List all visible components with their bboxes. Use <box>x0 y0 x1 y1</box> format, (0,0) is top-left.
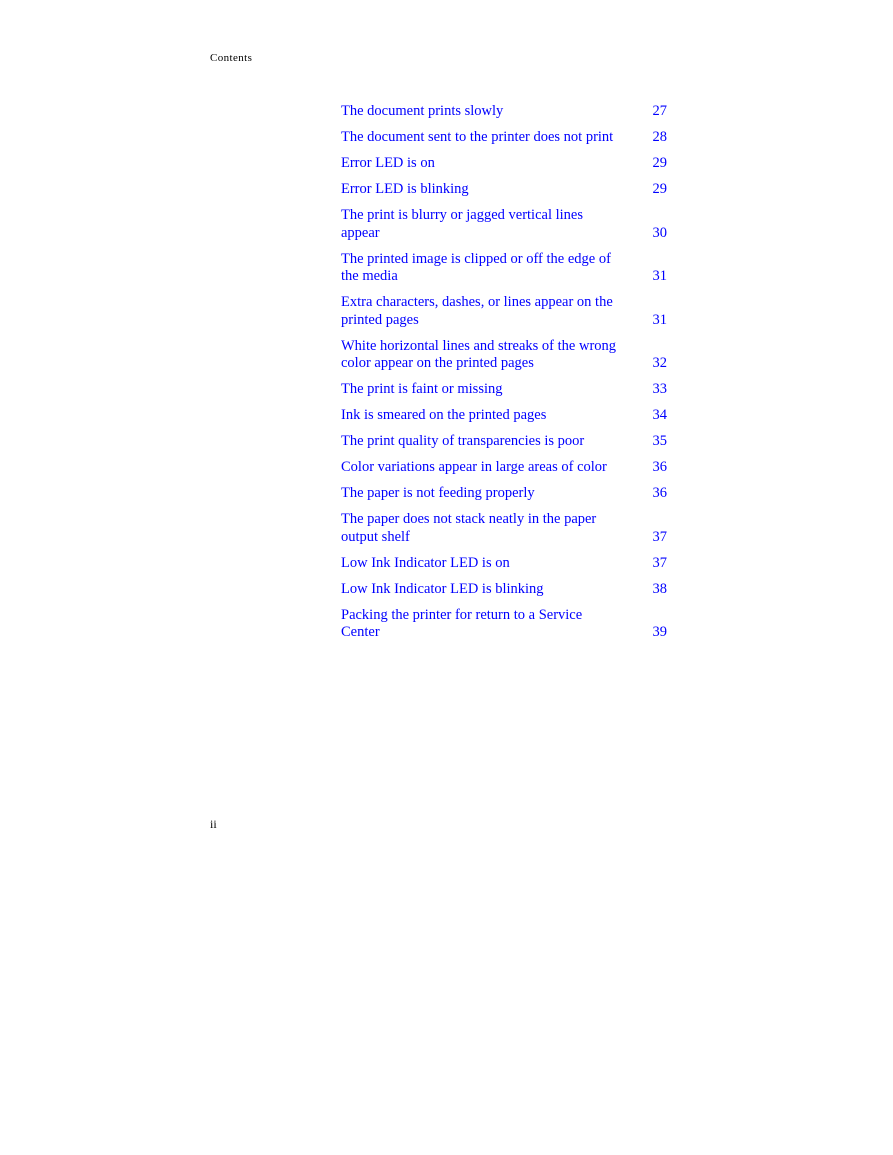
toc-entry-title: Error LED is on <box>341 155 435 171</box>
toc-entry-title: White horizontal lines and streaks of the wrong color appear on the printed pages <box>341 337 617 371</box>
toc-entry[interactable] <box>341 294 667 329</box>
toc-entry-title: Low Ink Indicator LED is blinking <box>341 580 544 597</box>
toc-entry-title: Packing the printer for return to a Service Center <box>341 606 583 640</box>
toc-entry-title: The print is faint or missing <box>341 381 503 397</box>
toc-entry[interactable] <box>341 103 667 121</box>
page-number: ii <box>210 817 217 831</box>
toc-entry-page: 29 <box>652 181 667 197</box>
table-of-contents <box>341 103 667 650</box>
toc-entry[interactable] <box>341 511 667 546</box>
toc-entry[interactable] <box>341 485 667 503</box>
toc-entry[interactable] <box>341 433 667 451</box>
toc-entry-title: Low Ink Indicator LED is on <box>341 554 510 571</box>
toc-entry[interactable] <box>341 581 667 599</box>
toc-entry-title: The document prints slowly <box>341 103 504 119</box>
toc-entry-page: 35 <box>652 433 667 449</box>
toc-entry[interactable] <box>341 251 667 286</box>
toc-entry-title: Error LED is blinking <box>341 181 469 197</box>
toc-entry-title: The paper is not feeding properly <box>341 485 535 501</box>
running-head: Contents <box>210 52 253 64</box>
toc-entry[interactable] <box>341 129 667 147</box>
toc-entry-page: 27 <box>652 103 667 119</box>
toc-entry-page: 30 <box>652 224 667 241</box>
toc-entry-page: 38 <box>652 580 667 597</box>
toc-entry-title: The printed image is clipped or off the edge of the media <box>341 250 611 284</box>
toc-entry-title: Color variations appear in large areas of color <box>341 459 607 475</box>
toc-entry-page: 31 <box>652 268 667 284</box>
toc-entry-page: 33 <box>652 381 667 397</box>
toc-entry-page: 37 <box>652 528 667 545</box>
toc-entry-title: Ink is smeared on the printed pages <box>341 407 547 423</box>
toc-entry-page: 34 <box>652 407 667 423</box>
toc-entry-page: 36 <box>652 485 667 501</box>
toc-entry-page: 29 <box>652 155 667 171</box>
toc-entry[interactable] <box>341 155 667 173</box>
toc-entry-title: Extra characters, dashes, or lines appear on the printed pages <box>341 294 613 328</box>
toc-entry-title: The document sent to the printer does not print <box>341 129 614 145</box>
toc-entry[interactable] <box>341 338 667 373</box>
toc-entry[interactable] <box>341 607 667 642</box>
toc-entry-title: The print is blurry or jagged vertical lines appear <box>341 207 583 241</box>
toc-entry[interactable] <box>341 181 667 199</box>
toc-entry[interactable] <box>341 407 667 425</box>
toc-entry-page: 28 <box>652 129 667 145</box>
toc-entry[interactable] <box>341 381 667 399</box>
toc-entry-title: The paper does not stack neatly in the paper output shelf <box>341 511 597 545</box>
toc-entry-title: The print quality of transparencies is poor <box>341 433 585 449</box>
toc-entry[interactable] <box>341 207 667 242</box>
toc-entry-page: 36 <box>652 459 667 475</box>
toc-entry-page: 39 <box>652 624 667 640</box>
toc-entry[interactable] <box>341 555 667 573</box>
toc-entry-page: 31 <box>652 311 667 328</box>
toc-entry[interactable] <box>341 459 667 477</box>
toc-entry-page: 32 <box>652 355 667 371</box>
toc-entry-page: 37 <box>652 554 667 571</box>
